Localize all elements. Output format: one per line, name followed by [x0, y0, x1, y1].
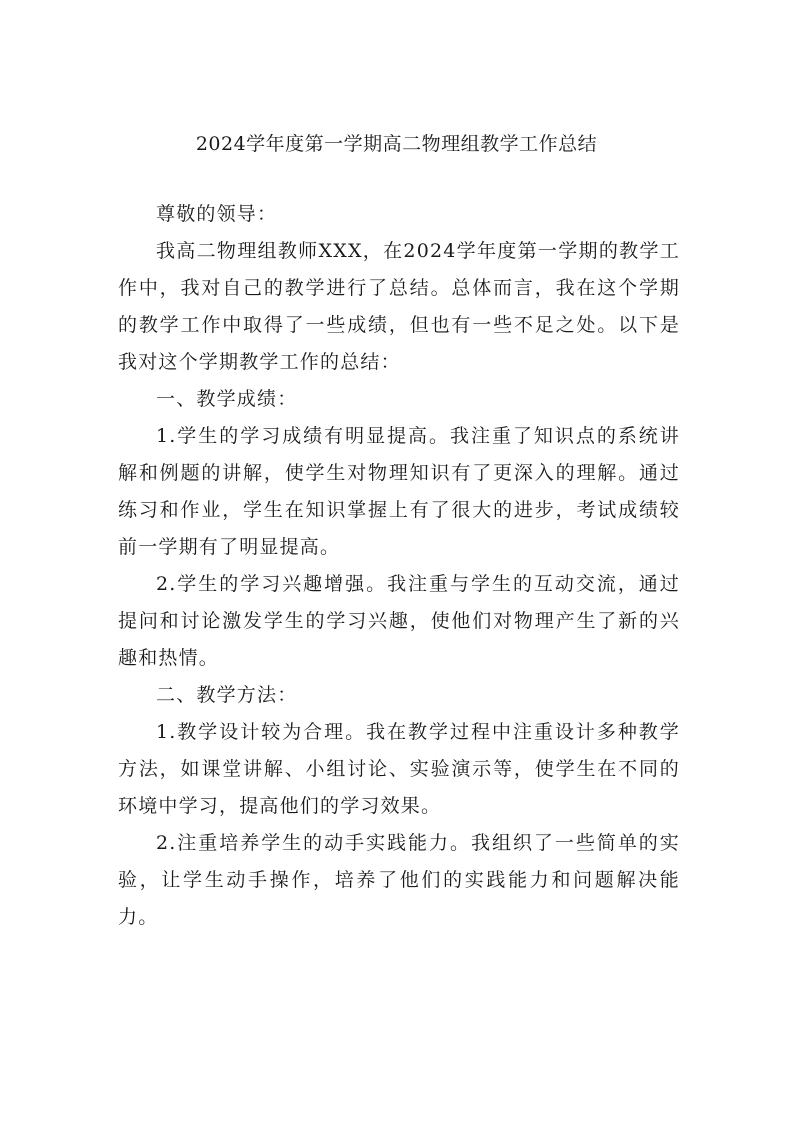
section-heading-achievements: 一、教学成绩： — [156, 388, 298, 410]
document-title: 2024学年度第一学期高二物理组教学工作总结 — [195, 133, 598, 155]
paragraph-method-1: 1.教学设计较为合理。我在教学过程中注重设计多种教学方法，如课堂讲解、小组讨论、实验演示等，使学生在不同的环境中学习，提高他们的学习效果。 — [118, 721, 680, 817]
greeting: 尊敬的领导： — [156, 203, 278, 225]
section-heading-methods: 二、教学方法： — [156, 684, 298, 706]
document-body — [118, 196, 680, 936]
paragraph-method-2: 2.注重培养学生的动手实践能力。我组织了一些简单的实验，让学生动手操作，培养了他们的实践能力和问题解决能力。 — [118, 832, 680, 928]
paragraph-achievement-1: 1.学生的学习成绩有明显提高。我注重了知识点的系统讲解和例题的讲解，使学生对物理知识有了更深入的理解。通过练习和作业，学生在知识掌握上有了很大的进步，考试成绩较前一学期有了明显提高。 — [118, 425, 680, 558]
paragraph-achievement-2: 2.学生的学习兴趣增强。我注重与学生的互动交流，通过提问和讨论激发学生的学习兴趣，使他们对物理产生了新的兴趣和热情。 — [118, 573, 680, 669]
paragraph-intro: 我高二物理组教师XXX，在2024学年度第一学期的教学工作中，我对自己的教学进行了总结。总体而言，我在这个学期的教学工作中取得了一些成绩，但也有一些不足之处。以下是我对这个学期教学工作的总结： — [118, 240, 680, 373]
